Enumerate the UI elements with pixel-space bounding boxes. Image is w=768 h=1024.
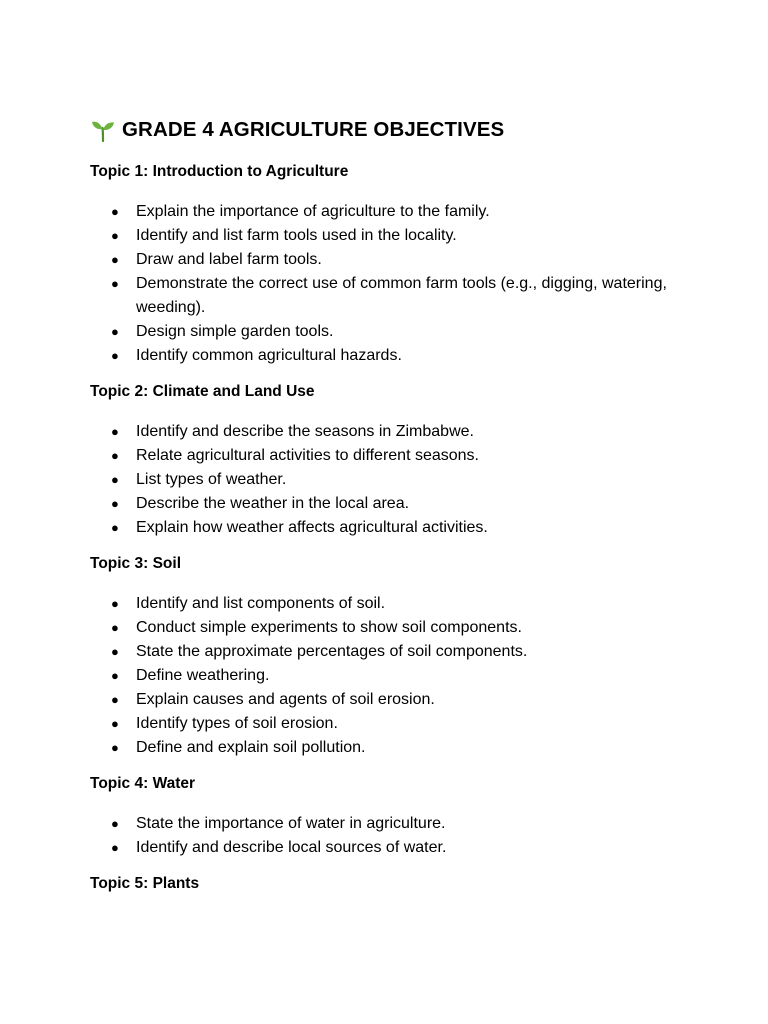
topic-heading: Topic 5: Plants bbox=[90, 875, 200, 892]
objective-text: Explain how weather affects agricultural activities. bbox=[136, 519, 488, 536]
bullet-icon: ● bbox=[111, 740, 119, 755]
objective-text: Define and explain soil pollution. bbox=[136, 739, 366, 756]
objective-text: Identify types of soil erosion. bbox=[136, 715, 338, 732]
objective-item bbox=[90, 516, 690, 540]
objective-item bbox=[90, 736, 690, 760]
bullet-icon: ● bbox=[111, 276, 119, 291]
objective-item bbox=[90, 468, 690, 492]
objective-item bbox=[90, 664, 690, 688]
objective-text: Explain the importance of agriculture to the family. bbox=[136, 203, 490, 220]
objective-item bbox=[90, 492, 690, 516]
bullet-icon: ● bbox=[111, 644, 119, 659]
bullet-icon: ● bbox=[111, 716, 119, 731]
bullet-icon: ● bbox=[111, 596, 119, 611]
objective-text: List types of weather. bbox=[136, 471, 287, 488]
topics-container bbox=[90, 162, 690, 894]
objective-item bbox=[90, 320, 690, 344]
objective-text: Describe the weather in the local area. bbox=[136, 495, 410, 512]
objective-item bbox=[90, 420, 690, 444]
bullet-icon: ● bbox=[111, 348, 119, 363]
objective-item bbox=[90, 248, 690, 272]
objective-item bbox=[90, 444, 690, 468]
objective-text: Identify and list farm tools used in the locality. bbox=[136, 227, 457, 244]
objective-text: Identify and list components of soil. bbox=[136, 595, 386, 612]
objective-item bbox=[90, 712, 690, 736]
bullet-icon: ● bbox=[111, 472, 119, 487]
bullet-icon: ● bbox=[111, 252, 119, 267]
objective-text: Define weathering. bbox=[136, 667, 270, 684]
bullet-icon: ● bbox=[111, 840, 119, 855]
objective-text: Design simple garden tools. bbox=[136, 323, 334, 340]
objective-list bbox=[90, 812, 690, 860]
objective-list bbox=[90, 592, 690, 760]
bullet-icon: ● bbox=[111, 324, 119, 339]
bullet-icon: ● bbox=[111, 692, 119, 707]
objective-text: Identify common agricultural hazards. bbox=[136, 347, 402, 364]
document-page bbox=[90, 116, 690, 912]
topic-heading: Topic 1: Introduction to Agriculture bbox=[90, 163, 349, 180]
bullet-icon: ● bbox=[111, 520, 119, 535]
objective-item bbox=[90, 812, 690, 836]
objective-text: Demonstrate the correct use of common farm tools (e.g., digging, watering, weeding). bbox=[136, 275, 667, 316]
objective-item bbox=[90, 836, 690, 860]
bullet-icon: ● bbox=[111, 496, 119, 511]
objective-text: Conduct simple experiments to show soil components. bbox=[136, 619, 522, 636]
objective-item bbox=[90, 272, 690, 320]
objective-text: Relate agricultural activities to different seasons. bbox=[136, 447, 479, 464]
objective-text: State the importance of water in agriculture. bbox=[136, 815, 446, 832]
objective-text: Explain causes and agents of soil erosion. bbox=[136, 691, 435, 708]
topic-heading: Topic 2: Climate and Land Use bbox=[90, 383, 315, 400]
document-title bbox=[90, 116, 690, 144]
bullet-icon: ● bbox=[111, 620, 119, 635]
bullet-icon: ● bbox=[111, 816, 119, 831]
objective-item bbox=[90, 616, 690, 640]
objective-item bbox=[90, 592, 690, 616]
objective-text: Identify and describe the seasons in Zimbabwe. bbox=[136, 423, 474, 440]
objective-text: State the approximate percentages of soil components. bbox=[136, 643, 528, 660]
bullet-icon: ● bbox=[111, 424, 119, 439]
bullet-icon: ● bbox=[111, 668, 119, 683]
sprout-icon bbox=[90, 117, 116, 143]
objective-text: Identify and describe local sources of water. bbox=[136, 839, 447, 856]
bullet-icon: ● bbox=[111, 448, 119, 463]
objective-item bbox=[90, 344, 690, 368]
objective-list bbox=[90, 200, 690, 368]
objective-item bbox=[90, 688, 690, 712]
topic-heading: Topic 4: Water bbox=[90, 775, 196, 792]
bullet-icon: ● bbox=[111, 228, 119, 243]
topic-heading: Topic 3: Soil bbox=[90, 555, 181, 572]
title-text: GRADE 4 AGRICULTURE OBJECTIVES bbox=[122, 118, 505, 141]
objective-text: Draw and label farm tools. bbox=[136, 251, 322, 268]
objective-list bbox=[90, 420, 690, 540]
objective-item bbox=[90, 200, 690, 224]
objective-item bbox=[90, 640, 690, 664]
objective-item bbox=[90, 224, 690, 248]
bullet-icon: ● bbox=[111, 204, 119, 219]
